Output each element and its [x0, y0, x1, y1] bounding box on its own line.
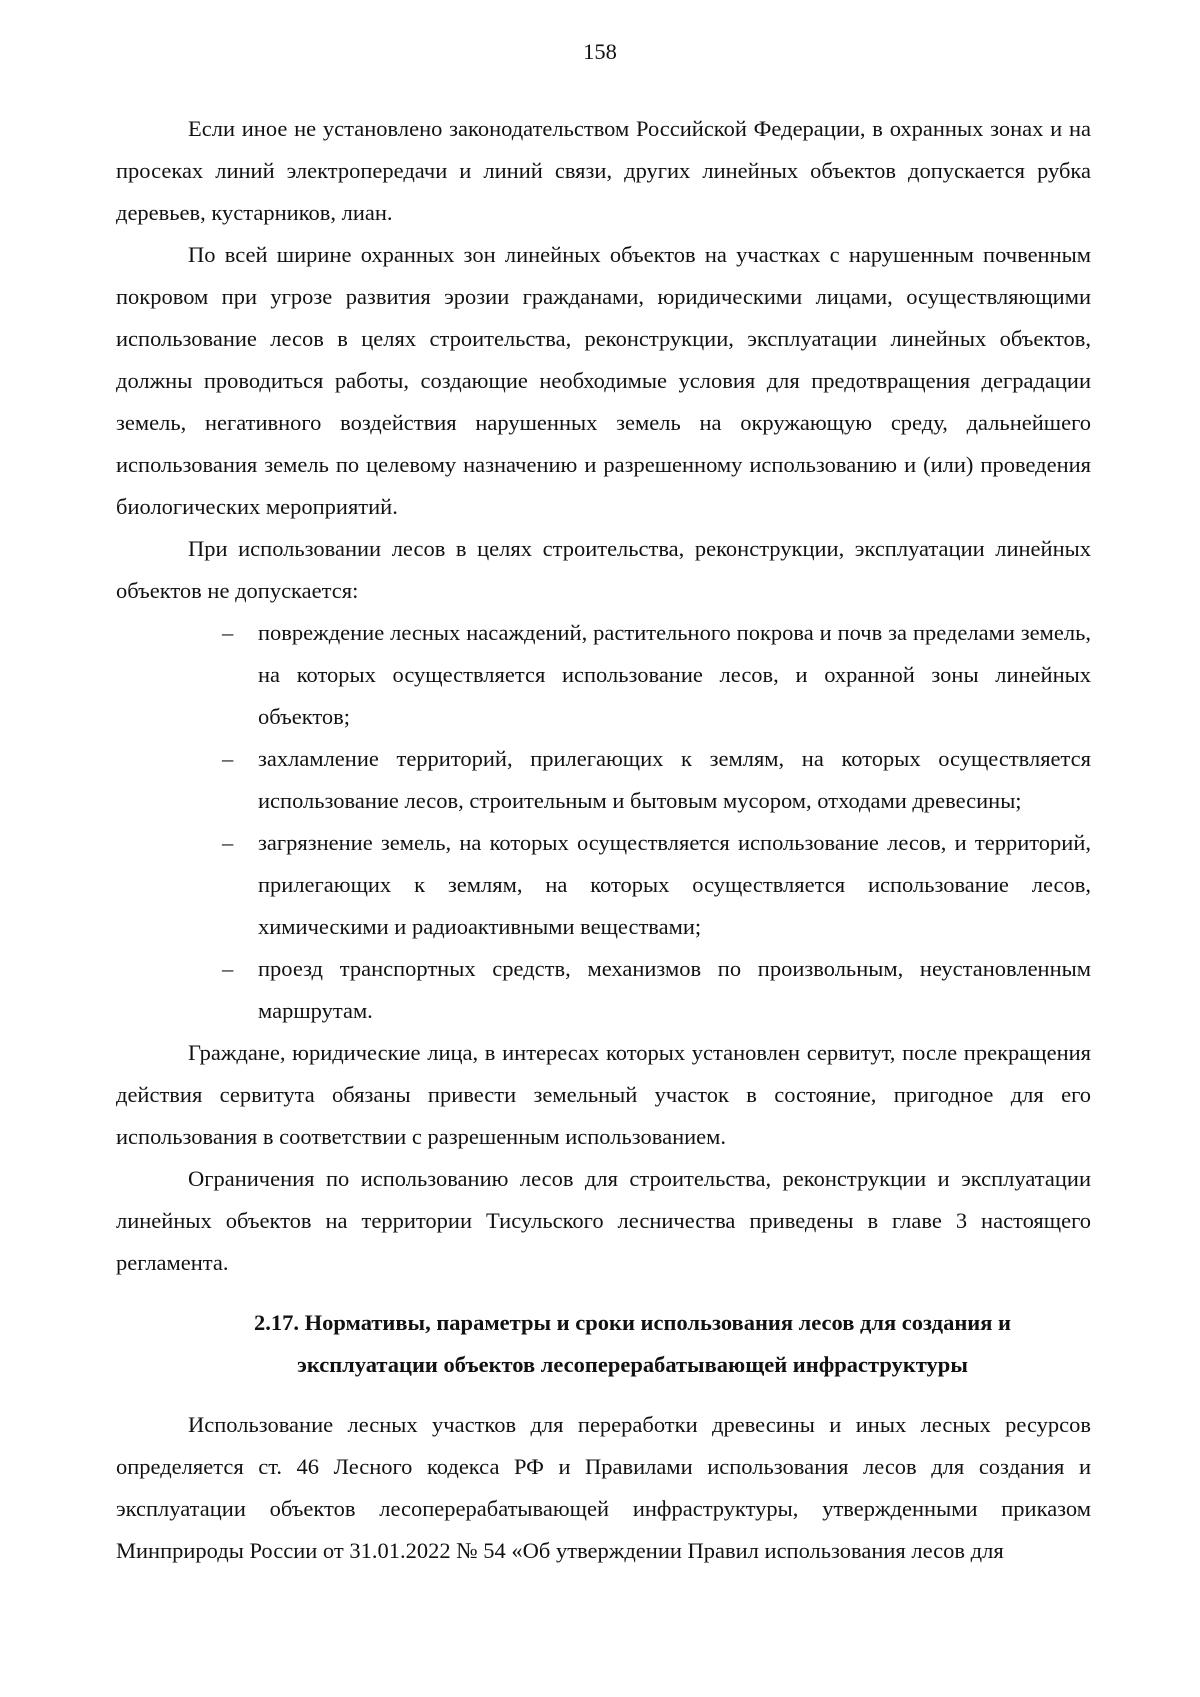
list-item — [222, 822, 1091, 948]
list-item-text: проезд транспортных средств, механизмов по произвольным, неустановленным маршрутам. — [258, 956, 1091, 1023]
list-marker: – — [222, 956, 234, 981]
list-marker: – — [222, 830, 234, 855]
list-item-text: повреждение лесных насаждений, растительного покрова и почв за пределами земель, на которых осуществляется использование лесов, и охранной зоны линейных объектов; — [258, 620, 1091, 729]
prohibitions-list — [116, 612, 1091, 1032]
paragraph: При использовании лесов в целях строительства, реконструкции, эксплуатации линейных объектов не допускается: — [116, 536, 1091, 603]
paragraph: По всей ширине охранных зон линейных объектов на участках с нарушенным почвенным покровом при угрозе развития эрозии гражданами, юридическими лицами, осуществляющими использование лесов в целях строительства, реконструкции, эксплуатации линейных объектов, должны проводиться работы, создающие необходимые условия для предотвращения деградации земель, негативного воздействия нарушенных земель на окружающую среду, дальнейшего использования земель по целевому назначению и разрешенному использованию и (или) проведения биологических мероприятий. — [116, 242, 1091, 519]
paragraph: Ограничения по использованию лесов для строительства, реконструкции и эксплуатации линейных объектов на территории Тисульского лесничества приведены в главе 3 настоящего регламента. — [116, 1166, 1091, 1275]
list-item-text: захламление территорий, прилегающих к землям, на которых осуществляется использование лесов, строительным и бытовым мусором, отходами древесины; — [258, 746, 1091, 813]
section-heading — [116, 1302, 1091, 1386]
list-marker: – — [222, 746, 234, 771]
paragraph: Если иное не установлено законодательством Российской Федерации, в охранных зонах и на просеках линий электропередачи и линий связи, других линейных объектов допускается рубка деревьев, кустарников, лиан. — [116, 116, 1091, 225]
list-marker: – — [222, 620, 234, 645]
list-item-text: загрязнение земель, на которых осуществляется использование лесов, и территорий, прилегающих к землям, на которых осуществляется использование лесов, химическими и радиоактивными веществами; — [258, 830, 1091, 939]
document-body — [116, 108, 1091, 1572]
section-heading-line: эксплуатации объектов лесоперерабатывающей инфраструктуры — [297, 1352, 968, 1377]
section-heading-line: 2.17. Нормативы, параметры и сроки использования лесов для создания и — [253, 1310, 1012, 1335]
list-item — [222, 612, 1091, 738]
list-item — [222, 738, 1091, 822]
paragraph: Использование лесных участков для переработки древесины и иных лесных ресурсов определяется ст. 46 Лесного кодекса РФ и Правилами использования лесов для создания и эксплуатации объектов лесоперерабатывающей инфраструктуры, утвержденными приказом Минприроды России от 31.01.2022 № 54 «Об утверждении Правил использования лесов для — [116, 1412, 1091, 1563]
paragraph: Граждане, юридические лица, в интересах которых установлен сервитут, после прекращения действия сервитута обязаны привести земельный участок в состояние, пригодное для его использования в соответствии с разрешенным использованием. — [116, 1040, 1091, 1149]
list-item — [222, 948, 1091, 1032]
page-number: 158 — [583, 39, 617, 64]
